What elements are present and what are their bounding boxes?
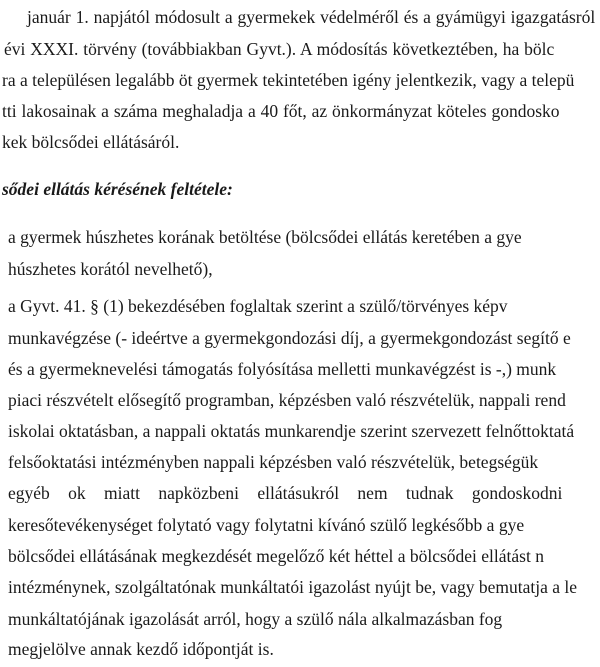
- list-item-line: a gyermek húszhetes korának betöltése (bölcsődei ellátás keretében a gye: [8, 227, 522, 247]
- list-item-line: munkáltatójának igazolását arról, hogy a szülő nála alkalmazásban fog: [8, 609, 503, 629]
- list-item-line: munkavégzése (- ideértve a gyermekgondozási díj, a gyermekgondozást segítő e: [8, 328, 571, 348]
- list-item-line: felsőoktatási intézményben nappali képzésben való részvételük, betegségük: [8, 452, 539, 472]
- paragraph-line: évi XXXI. törvény (továbbiakban Gyvt.). A módosítás következtében, ha bölc: [4, 39, 555, 59]
- list-item-line: piaci részvételt elősegítő programban, képzésben való részvételük, nappali rend: [8, 390, 566, 410]
- paragraph-line: tti lakosainak a száma meghaladja a 40 főt, az önkormányzat köteles gondosko: [2, 101, 560, 121]
- paragraph-line: kek bölcsődei ellátásáról.: [2, 132, 180, 152]
- paragraph-line: ra a településen legalább öt gyermek tekintetében igény jelentkezik, vagy a telepü: [2, 70, 575, 90]
- list-item-line: megjelölve annak kezdő időpontját is.: [8, 639, 274, 659]
- paragraph-line: január 1. napjától módosult a gyermekek védelméről és a gyámügyi igazgatásról: [27, 7, 596, 27]
- list-item-line: iskolai oktatásban, a nappali oktatás munkarendje szerint szervezett felnőttoktatá: [8, 421, 575, 441]
- list-item-line: a Gyvt. 41. § (1) bekezdésében foglaltak szerint a szülő/törvényes képv: [8, 296, 508, 316]
- list-item-line: egyéb ok miatt napközbeni ellátásukról nem tudnak gondoskodni: [8, 483, 563, 503]
- list-item-line: húszhetes korától nevelhető),: [8, 259, 213, 279]
- list-item-line: bölcsődei ellátásának megkezdését megelőző két héttel a bölcsődei ellátást n: [8, 546, 544, 566]
- list-item-line: és a gyermeknevelési támogatás folyósítása melletti munkavégzést is -,) munk: [8, 359, 557, 379]
- section-heading: sődei ellátás kérésének feltétele:: [2, 179, 233, 199]
- list-item-line: intézménynek, szolgáltatónak munkáltatói igazolást nyújt be, vagy bemutatja a le: [8, 577, 578, 597]
- list-item-line: keresőtevékenységet folytató vagy folytatni kívánó szülő legkésőbb a gye: [8, 515, 525, 535]
